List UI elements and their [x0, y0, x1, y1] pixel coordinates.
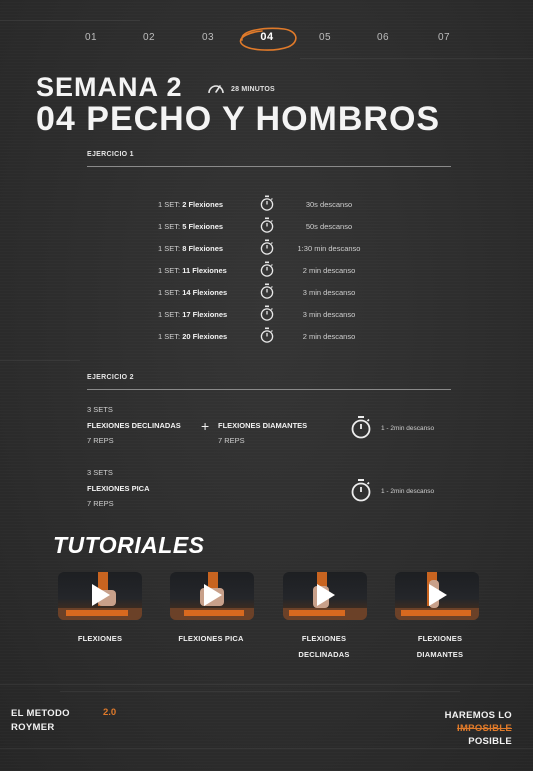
brand-version: 2.0: [103, 707, 117, 718]
set-row: [0, 198, 533, 212]
step-05[interactable]: 05: [318, 32, 332, 43]
set-reps: 14 Flexiones: [182, 288, 228, 297]
active-step-ring: [236, 24, 300, 52]
slogan-line: HAREMOS LO: [444, 710, 512, 721]
set-reps: 2 Flexiones: [182, 200, 224, 209]
set-prefix: 1 SET:: [158, 244, 183, 253]
tutorial-caption[interactable]: FLEXIONES DECLINADAS: [298, 634, 350, 659]
texture-line: [0, 360, 80, 361]
slogan: [445, 709, 512, 748]
set-reps: 5 Flexiones: [182, 222, 224, 231]
stopwatch-icon: [260, 239, 274, 255]
stopwatch-icon: [260, 305, 274, 321]
texture-line: [0, 748, 533, 749]
exercise-1-label: EJERCICIO 1: [87, 151, 134, 158]
divider: [87, 389, 451, 390]
exercise-name: FLEXIONES PICA: [87, 484, 150, 493]
reps-count: 7 REPS: [87, 436, 114, 445]
step-07[interactable]: 07: [437, 32, 451, 43]
texture-line: [0, 684, 533, 685]
rest-time: 1 - 2min descanso: [381, 425, 435, 432]
set-row: [0, 330, 533, 344]
tutorial-caption[interactable]: FLEXIONES: [77, 634, 123, 643]
set-row: [0, 220, 533, 234]
tutorial-video-thumbnail[interactable]: [58, 572, 142, 620]
texture-line: [0, 20, 140, 21]
set-text: [158, 332, 227, 341]
set-row: [0, 286, 533, 300]
stopwatch-icon: [260, 217, 274, 233]
slogan-line: POSIBLE: [468, 736, 512, 747]
divider: [87, 166, 451, 167]
stopwatch-icon: [260, 327, 274, 343]
set-reps: 8 Flexiones: [182, 244, 224, 253]
brand-line: EL METODO: [11, 708, 70, 719]
tutorials-heading: TUTORIALES: [53, 532, 205, 558]
step-01[interactable]: 01: [84, 32, 98, 43]
rest-time: 50s descanso: [305, 222, 353, 231]
set-reps: 17 Flexiones: [182, 310, 228, 319]
set-text: [158, 200, 223, 209]
rest-time: 1 - 2min descanso: [381, 488, 435, 495]
sets-count: 3 SETS: [87, 405, 113, 414]
stopwatch-icon: [350, 415, 372, 439]
tutorial-caption[interactable]: FLEXIONES PICA: [178, 634, 244, 643]
duration-label: 28 MINUTOS: [231, 86, 275, 93]
rest-time: 30s descanso: [305, 200, 353, 209]
step-04-active[interactable]: 04: [260, 31, 274, 43]
stopwatch-icon: [260, 261, 274, 277]
play-icon[interactable]: [204, 584, 222, 606]
reps-count: 7 REPS: [87, 499, 114, 508]
play-icon[interactable]: [317, 584, 335, 606]
plus-sign: +: [201, 418, 210, 434]
set-text: [158, 288, 227, 297]
brand-name: [11, 707, 70, 735]
set-prefix: 1 SET:: [158, 310, 183, 319]
reps-count: 7 REPS: [218, 436, 245, 445]
stopwatch-icon: [260, 283, 274, 299]
slogan-strikethrough: IMPOSIBLE: [457, 723, 512, 734]
rest-time: 3 min descanso: [302, 288, 356, 297]
stopwatch-icon: [350, 478, 372, 502]
week-heading: SEMANA 2: [36, 72, 183, 102]
set-text: [158, 244, 223, 253]
set-row: [0, 308, 533, 322]
play-icon[interactable]: [429, 584, 447, 606]
tutorial-video-thumbnail[interactable]: [283, 572, 367, 620]
tutorial-video-thumbnail[interactable]: [395, 572, 479, 620]
step-02[interactable]: 02: [142, 32, 156, 43]
sets-count: 3 SETS: [87, 468, 113, 477]
set-prefix: 1 SET:: [158, 288, 183, 297]
set-reps: 20 Flexiones: [182, 332, 228, 341]
speedometer-icon: [207, 81, 225, 95]
exercise-name: FLEXIONES DIAMANTES: [218, 421, 308, 430]
page-title: 04 PECHO Y HOMBROS: [36, 100, 441, 138]
step-03[interactable]: 03: [201, 32, 215, 43]
stopwatch-icon: [260, 195, 274, 211]
brand-line: ROYMER: [11, 722, 55, 733]
rest-time: 3 min descanso: [302, 310, 356, 319]
rest-time: 2 min descanso: [302, 266, 356, 275]
set-text: [158, 222, 223, 231]
set-prefix: 1 SET:: [158, 332, 183, 341]
rest-time: 1:30 min descanso: [297, 244, 361, 253]
set-prefix: 1 SET:: [158, 200, 183, 209]
texture-line: [300, 58, 533, 59]
set-text: [158, 310, 227, 319]
set-prefix: 1 SET:: [158, 222, 183, 231]
tutorial-caption[interactable]: FLEXIONES DIAMANTES: [416, 634, 464, 659]
rest-time: 2 min descanso: [302, 332, 356, 341]
exercise-name: FLEXIONES DECLINADAS: [87, 421, 181, 430]
tutorial-video-thumbnail[interactable]: [170, 572, 254, 620]
texture-line: [60, 691, 460, 692]
set-prefix: 1 SET:: [158, 266, 183, 275]
set-row: [0, 264, 533, 278]
play-icon[interactable]: [92, 584, 110, 606]
exercise-2-label: EJERCICIO 2: [87, 374, 134, 381]
set-reps: 11 Flexiones: [182, 266, 227, 275]
set-text: [158, 266, 227, 275]
step-06[interactable]: 06: [376, 32, 390, 43]
set-row: [0, 242, 533, 256]
